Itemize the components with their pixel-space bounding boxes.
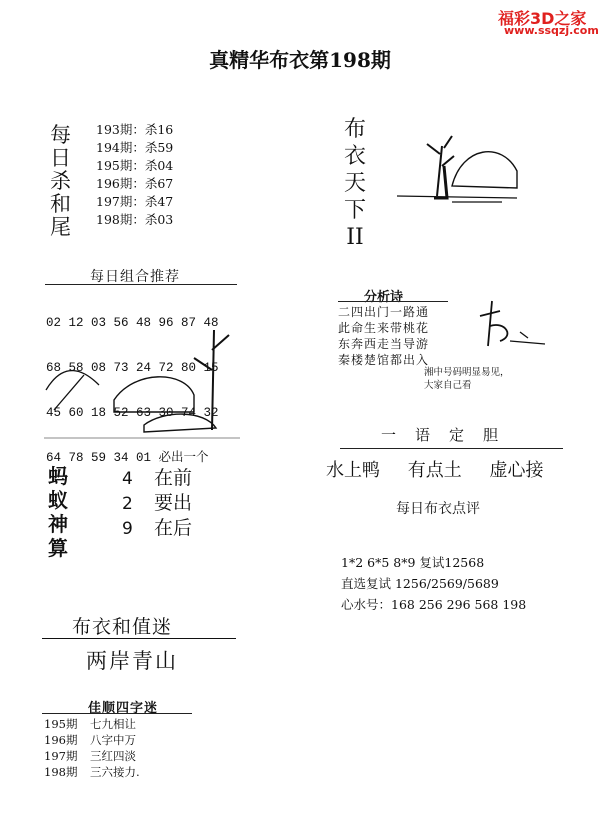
list-item: 196期：杀67 <box>96 176 174 191</box>
divider <box>338 301 448 302</box>
heading-char: 尾 <box>50 215 71 239</box>
number-picks <box>341 552 526 615</box>
combo-row: 64 78 59 34 01 必出一个 <box>46 451 209 465</box>
number-line: 1*2 6*5 8*9 复试12568 <box>341 555 485 570</box>
heading-char: 日 <box>50 146 71 170</box>
heading-char: 算 <box>48 536 68 560</box>
tree-hill-illustration <box>392 126 522 208</box>
page-title: 真精华布衣第198期 <box>209 48 391 72</box>
heading-char: 蚁 <box>48 488 68 512</box>
mayi-heading <box>48 464 72 560</box>
yiyu-clues <box>326 456 557 482</box>
yiyu-clue: 虚心接 <box>489 460 544 481</box>
mayi-rows <box>122 466 192 541</box>
landscape-illustration <box>44 330 240 442</box>
heading-char: 布 <box>343 117 366 142</box>
poem-note <box>424 366 510 392</box>
combo-row: 02 12 03 56 48 96 87 48 <box>46 316 219 330</box>
riddle-text: 三红四淡 <box>90 749 136 763</box>
heading-char: 杀 <box>50 169 71 193</box>
heading-char: 每 <box>50 123 71 147</box>
poem-line: 东奔西走当导游 <box>338 337 430 351</box>
divider <box>42 713 192 714</box>
divider <box>42 638 236 639</box>
divider <box>340 448 563 449</box>
mayi-row <box>122 516 192 541</box>
jiashun-title: 佳顺四字迷 <box>88 701 159 716</box>
period-label: 197期 <box>44 749 78 763</box>
mayi-text: 在后 <box>154 517 193 539</box>
daily-kill-list <box>96 121 173 229</box>
heading-char: II <box>346 225 364 250</box>
note-line: 大家自己看 <box>424 380 472 391</box>
heading-char: 下 <box>343 198 366 223</box>
mayi-num: 2 <box>122 494 133 514</box>
heading-char: 蚂 <box>48 464 68 488</box>
buyi-tianxia-heading <box>340 116 370 251</box>
yiyu-clue: 有点土 <box>407 460 462 481</box>
period-label: 198期 <box>44 765 78 779</box>
combo-title: 每日组合推荐 <box>90 269 180 285</box>
riddle-text: 八字中万 <box>90 733 136 747</box>
heading-char: 和 <box>50 192 71 216</box>
heading-char: 神 <box>48 512 68 536</box>
combo-row: 68 58 08 73 24 72 80 15 <box>46 361 219 375</box>
watermark-url[interactable]: www.ssqzj.com <box>504 24 599 37</box>
buyi-sum-title: 布衣和值迷 <box>72 616 173 638</box>
heading-char: 衣 <box>343 144 366 169</box>
riddle-text: 七九相让 <box>90 717 136 731</box>
period-label: 195期 <box>44 717 78 731</box>
list-item <box>44 732 140 748</box>
list-item <box>44 764 140 780</box>
riddle-text: 三六接力. <box>90 765 140 779</box>
yiyu-title: 一语定胆 <box>381 426 518 444</box>
list-item <box>44 716 140 732</box>
list-item: 195期：杀04 <box>96 158 174 173</box>
mayi-num: 4 <box>122 469 133 489</box>
heading-char: 天 <box>343 171 366 196</box>
mayi-text: 要出 <box>154 492 193 514</box>
mayi-num: 9 <box>122 519 133 539</box>
combo-row: 45 60 18 52 63 30 74 32 <box>46 406 219 420</box>
dianping-title: 每日布衣点评 <box>396 501 480 517</box>
poem-line: 此命生来带桃花 <box>338 321 430 335</box>
list-item: 197期：杀47 <box>96 194 174 209</box>
note-line: 湘中号码明显易见， <box>424 367 510 378</box>
divider <box>45 284 237 285</box>
jiashun-list <box>44 716 140 780</box>
poem-line: 秦楼楚馆都出入 <box>338 353 430 367</box>
mayi-row <box>122 466 192 491</box>
figure-illustration <box>470 296 550 356</box>
number-line: 心水号：168 256 296 568 198 <box>341 597 527 612</box>
list-item: 194期：杀59 <box>96 140 174 155</box>
list-item: 198期：杀03 <box>96 212 174 227</box>
poem-body <box>338 304 429 368</box>
poem-line: 二四出门一路通 <box>338 305 430 319</box>
daily-kill-heading <box>50 124 76 239</box>
buyi-sum-clue: 两岸青山 <box>86 649 178 673</box>
mayi-row <box>122 491 192 516</box>
poem-title: 分析诗 <box>364 290 404 305</box>
mayi-text: 在前 <box>154 467 193 489</box>
watermark-brand: 福彩3D之家 <box>498 9 587 28</box>
list-item <box>44 748 140 764</box>
number-line: 直选复试 1256/2569/5689 <box>341 576 499 591</box>
list-item: 193期：杀16 <box>96 122 174 137</box>
period-label: 196期 <box>44 733 78 747</box>
yiyu-clue: 水上鸭 <box>326 460 380 481</box>
